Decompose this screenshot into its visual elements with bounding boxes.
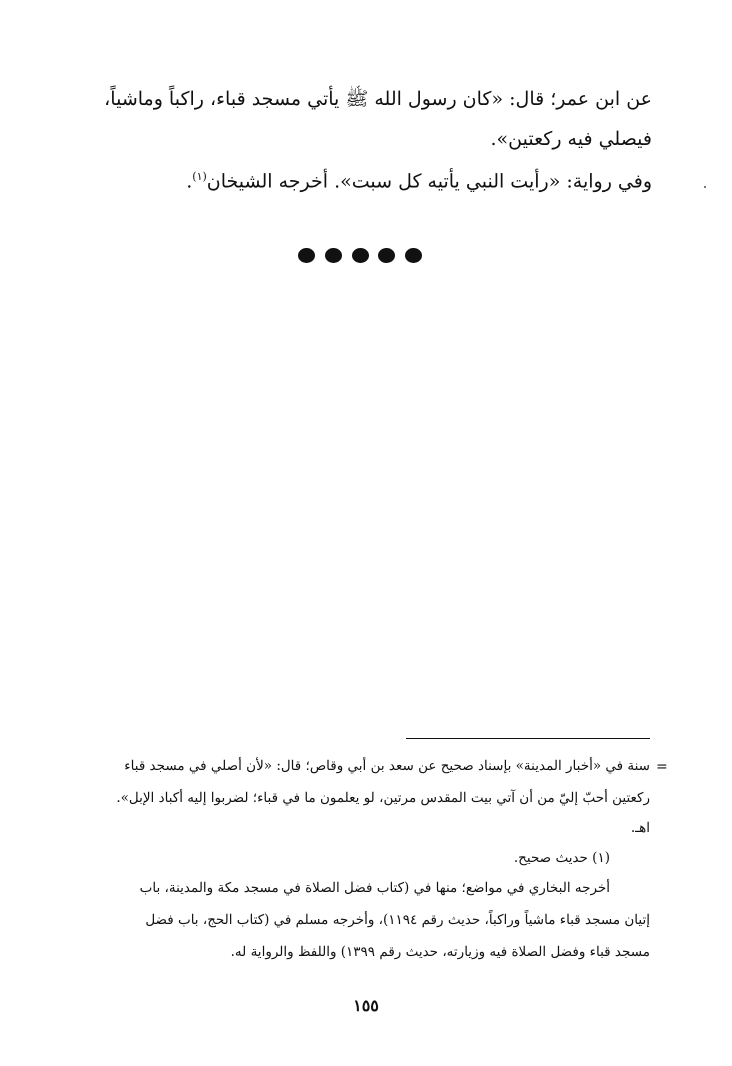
footnote-continued-line-2: ركعتين أحبّ إليّ من أن آتي بيت المقدس مرتين، لو يعلمون ما في قباء؛ لضربوا إليه أكباد الإبل». <box>116 790 650 806</box>
footnote-separator <box>406 738 650 739</box>
page-number: ١٥٥ <box>353 996 379 1015</box>
hadith-line-3-text: وفي رواية: «رأيت النبي يأتيه كل سبت». أخرجه الشيخان <box>206 170 652 193</box>
footnote-continuation-mark: = <box>656 759 668 775</box>
divider-dot <box>298 248 315 263</box>
hadith-line-3-end: . <box>186 170 193 193</box>
hadith-line-2: فيصلي فيه ركعتين». <box>490 128 652 150</box>
footnote-1-line-4: مسجد قباء وفضل الصلاة فيه وزيارته، حديث رقم ١٣٩٩) واللفظ والرواية له. <box>230 944 650 960</box>
divider-dot <box>378 248 395 263</box>
divider-dot <box>352 248 369 263</box>
footnote-continued-line-3: اهـ. <box>630 820 650 836</box>
stray-mark <box>704 186 706 188</box>
divider-dot <box>325 248 342 263</box>
footnote-1-line-3: إتيان مسجد قباء ماشياً وراكباً، حديث رقم ١١٩٤)، وأخرجه مسلم في (كتاب الحج، باب فضل <box>145 912 650 928</box>
hadith-line-3 <box>70 170 652 193</box>
divider-dot <box>405 248 422 263</box>
section-divider-dots <box>298 248 422 264</box>
hadith-line-1: عن ابن عمر؛ قال: «كان رسول الله ﷺ يأتي مسجد قباء، راكباً وماشياً، <box>104 88 652 110</box>
footnote-continued-line-1: سنة في «أخبار المدينة» بإسناد صحيح عن سعد بن أبي وقاص؛ قال: «لأن أصلي في مسجد قباء <box>124 758 650 774</box>
footnote-1-heading: (١) حديث صحيح. <box>513 850 610 866</box>
footnote-reference-1[interactable]: (١) <box>192 170 207 183</box>
footnote-1-line-2: أخرجه البخاري في مواضع؛ منها في (كتاب فضل الصلاة في مسجد مكة والمدينة، باب <box>139 880 610 896</box>
